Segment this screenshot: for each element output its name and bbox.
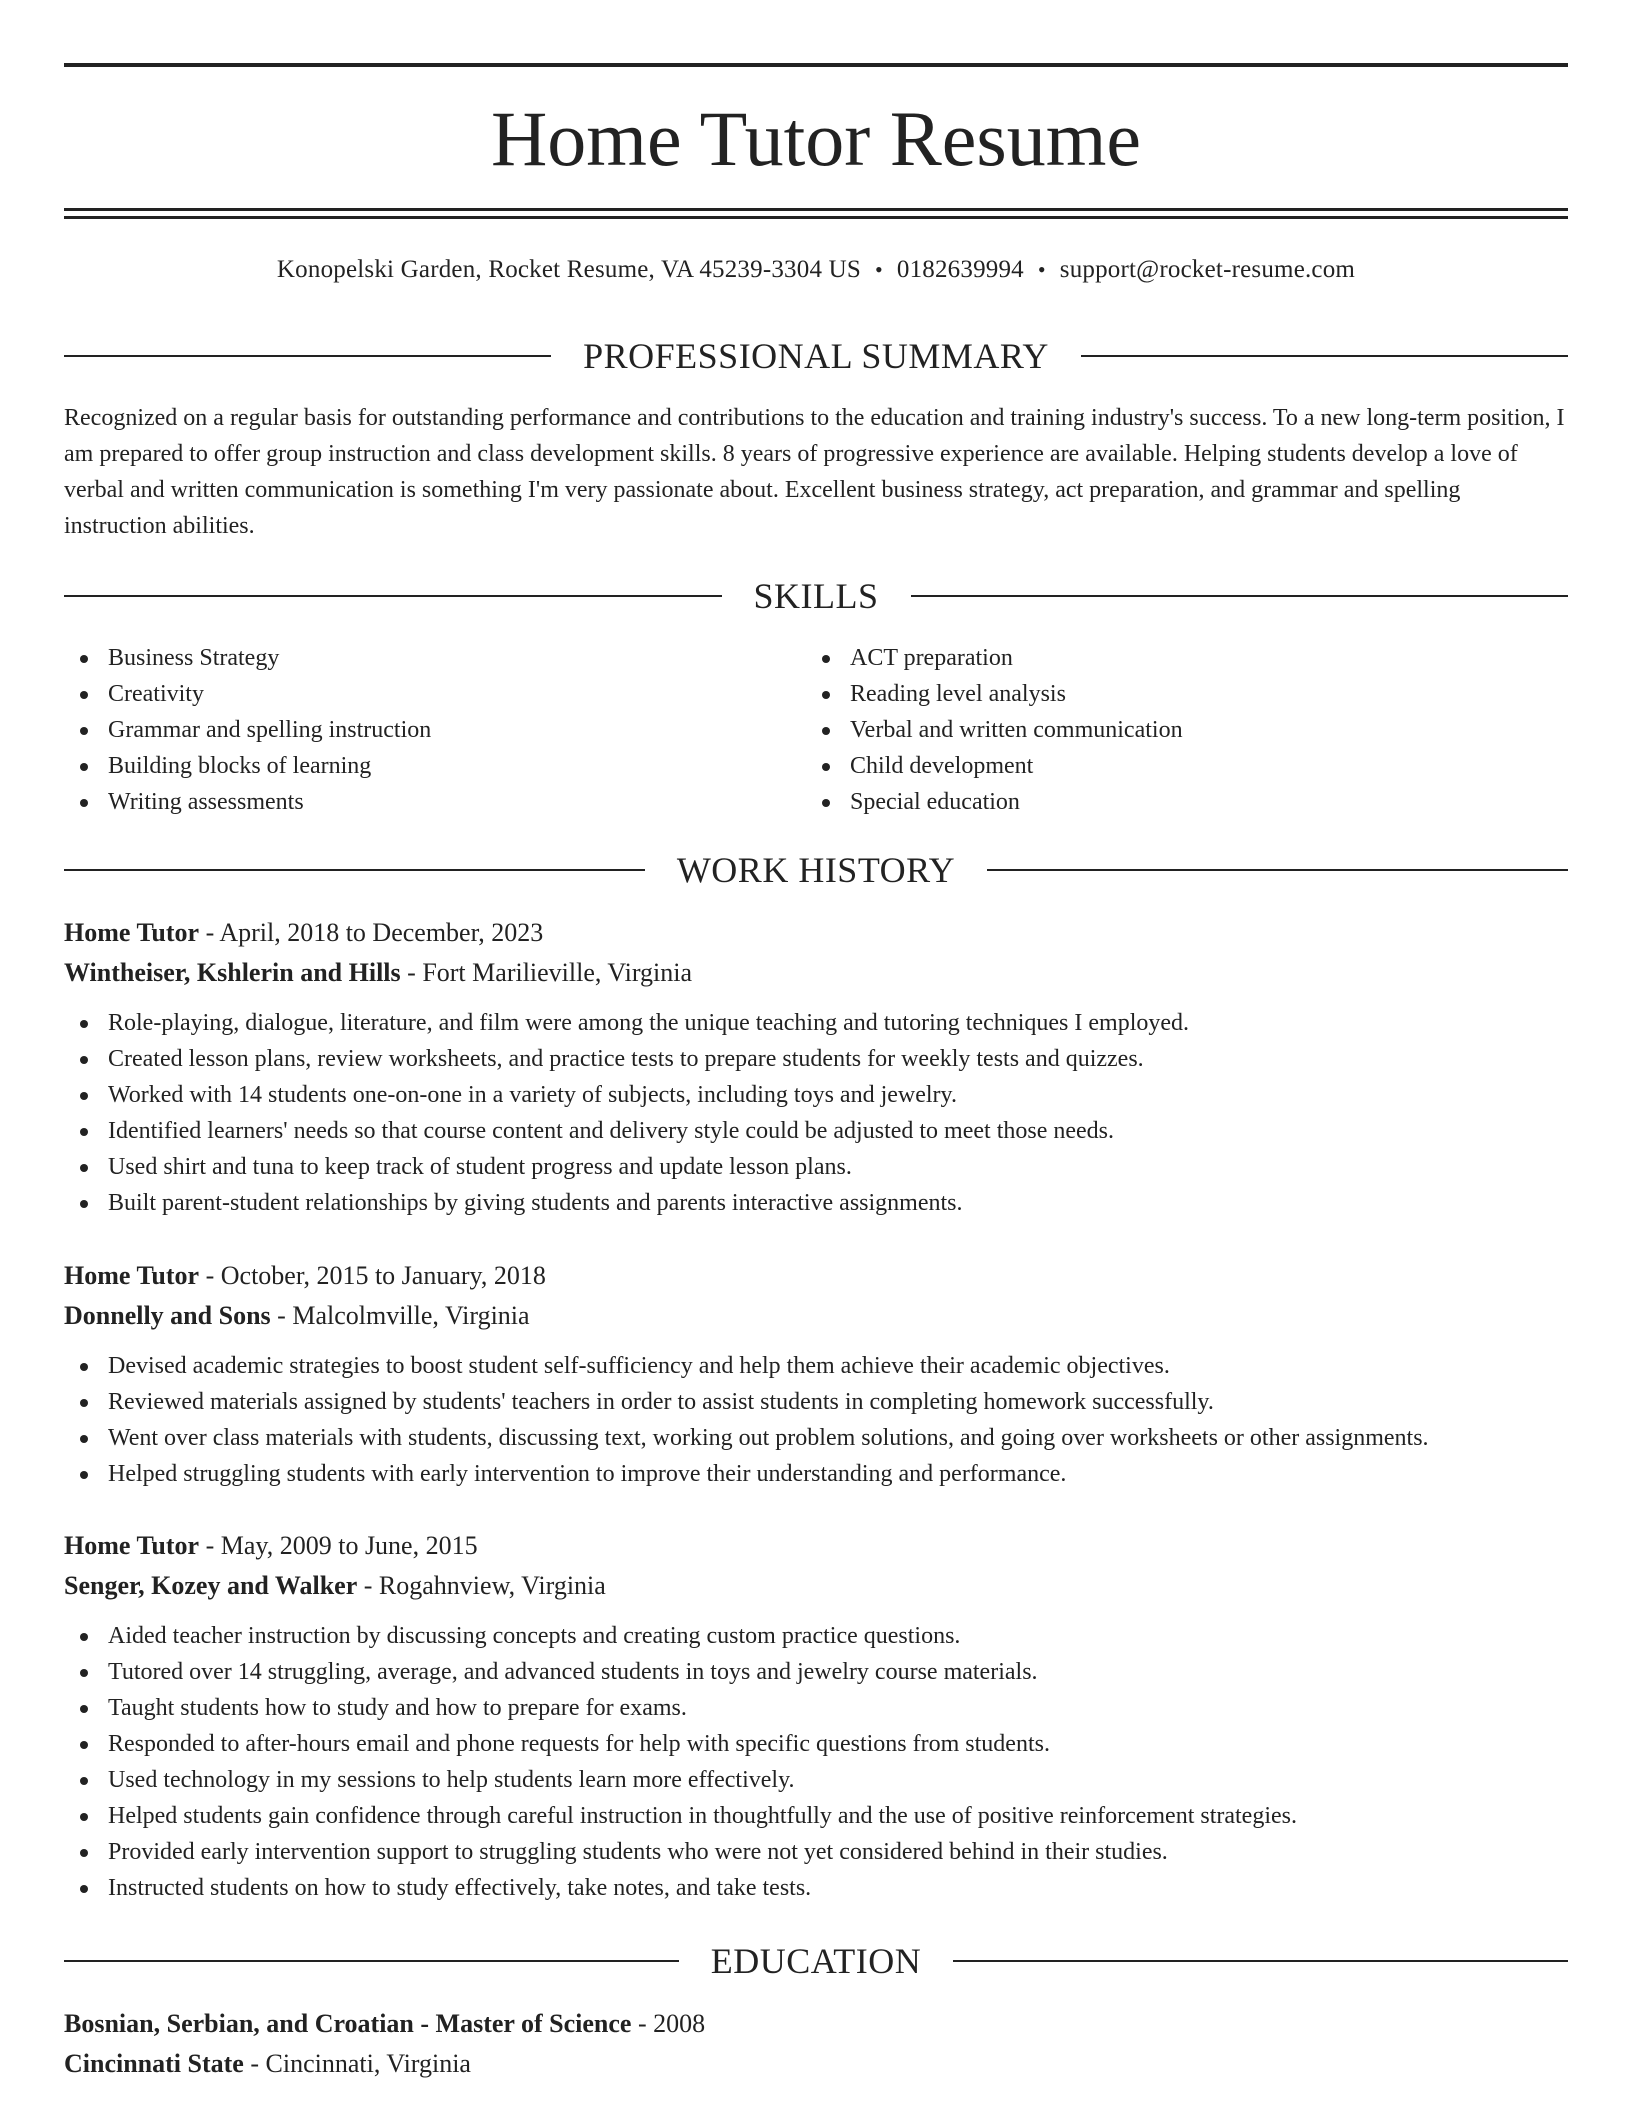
job-location: Rogahnview, Virginia <box>378 1571 606 1600</box>
section-title: EDUCATION <box>710 1941 922 1981</box>
job-duty: Taught students how to study and how to prepare for exams. <box>64 1690 1568 1726</box>
skill-item: Business Strategy <box>64 640 806 676</box>
job-company-line: Senger, Kozey and Walker - Rogahnview, Virginia <box>64 1571 606 1600</box>
section-title: PROFESSIONAL SUMMARY <box>583 336 1049 376</box>
job-duty: Helped struggling students with early intervention to improve their understanding and performance. <box>64 1456 1568 1492</box>
job-duty: Identified learners' needs so that course content and delivery style could be adjusted to meet those needs. <box>64 1113 1568 1149</box>
section-heading-summary <box>64 334 1568 378</box>
education-location: Cincinnati, Virginia <box>265 2049 471 2078</box>
heading-rule <box>64 1960 679 1962</box>
rule-line <box>64 208 1568 211</box>
contact-phone: 0182639994 <box>896 256 1024 283</box>
job-duty: Tutored over 14 struggling, average, and advanced students in toys and jewelry course materials. <box>64 1654 1568 1690</box>
heading-rule <box>64 869 645 871</box>
job-company: Senger, Kozey and Walker <box>64 1571 358 1600</box>
education-entry <box>64 2004 1568 2084</box>
job-duty: Helped students gain confidence through careful instruction in thoughtfully and the use of positive reinforcement strategies. <box>64 1798 1568 1834</box>
skill-item: Building blocks of learning <box>64 748 806 784</box>
job-duty: Responded to after-hours email and phone requests for help with specific questions from students. <box>64 1726 1568 1762</box>
skill-item: Creativity <box>64 676 806 712</box>
job-entry <box>64 1526 1568 1906</box>
job-duty: Provided early intervention support to struggling students who were not yet considered behind in their studies. <box>64 1834 1568 1870</box>
job-entry <box>64 913 1568 1221</box>
skill-item: Special education <box>806 784 1548 820</box>
job-duty: Instructed students on how to study effectively, take notes, and take tests. <box>64 1870 1568 1906</box>
contact-separator: • <box>1037 257 1046 282</box>
job-dates: October, 2015 to January, 2018 <box>220 1261 546 1290</box>
job-dates: May, 2009 to June, 2015 <box>220 1531 478 1560</box>
job-company: Wintheiser, Kshlerin and Hills <box>64 958 401 987</box>
job-duties <box>64 1005 1568 1221</box>
job-title: Home Tutor <box>64 1531 200 1560</box>
job-entry <box>64 1256 1568 1492</box>
job-duties <box>64 1618 1568 1906</box>
heading-rule <box>1081 355 1568 357</box>
job-title: Home Tutor <box>64 1261 200 1290</box>
education-school: Cincinnati State <box>64 2049 244 2078</box>
job-duty: Reviewed materials assigned by students' teachers in order to assist students in completing homework successfully. <box>64 1384 1568 1420</box>
skills-column-right <box>806 640 1548 820</box>
page-title: Home Tutor Resume <box>490 95 1142 182</box>
job-duty: Devised academic strategies to boost student self-sufficiency and help them achieve their academic objectives. <box>64 1348 1568 1384</box>
education-degree: Bosnian, Serbian, and Croatian - Master of Science <box>64 2009 632 2038</box>
rule-line <box>64 216 1568 219</box>
top-rule <box>64 63 1568 67</box>
job-dates: April, 2018 to December, 2023 <box>219 918 544 947</box>
skill-item: Writing assessments <box>64 784 806 820</box>
education-degree-line: Bosnian, Serbian, and Croatian - Master of Science - 2008 <box>64 2009 706 2038</box>
section-heading-skills <box>64 574 1568 618</box>
job-duty: Aided teacher instruction by discussing concepts and creating custom practice questions. <box>64 1618 1568 1654</box>
job-title-line: Home Tutor - April, 2018 to December, 2023 <box>64 918 544 947</box>
education-school-line: Cincinnati State - Cincinnati, Virginia <box>64 2049 471 2078</box>
job-duties <box>64 1348 1568 1492</box>
heading-rule <box>911 595 1569 597</box>
job-title-line: Home Tutor - May, 2009 to June, 2015 <box>64 1531 478 1560</box>
job-duty: Used technology in my sessions to help students learn more effectively. <box>64 1762 1568 1798</box>
section-heading-work-history <box>64 848 1568 892</box>
job-duty: Went over class materials with students, discussing text, working out problem solutions, and going over worksheets or other assignments. <box>64 1420 1568 1456</box>
job-company: Donnelly and Sons <box>64 1301 271 1330</box>
contact-address: Konopelski Garden, Rocket Resume, VA 45239-3304 US <box>276 256 861 283</box>
job-company-line: Donnelly and Sons - Malcolmville, Virginia <box>64 1301 530 1330</box>
skills-column-left <box>64 640 806 820</box>
skill-item: Reading level analysis <box>806 676 1548 712</box>
job-duty: Created lesson plans, review worksheets, and practice tests to prepare students for weekly tests and quizzes. <box>64 1041 1568 1077</box>
section-heading-education <box>64 1939 1568 1983</box>
skill-item: Grammar and spelling instruction <box>64 712 806 748</box>
job-title: Home Tutor <box>64 918 200 947</box>
section-title: WORK HISTORY <box>676 850 956 890</box>
title-double-rule <box>64 208 1568 220</box>
job-title-line: Home Tutor - October, 2015 to January, 2018 <box>64 1261 546 1290</box>
heading-rule <box>64 355 551 357</box>
job-duty: Used shirt and tuna to keep track of student progress and update lesson plans. <box>64 1149 1568 1185</box>
contact-separator: • <box>874 257 883 282</box>
job-location: Malcolmville, Virginia <box>292 1301 530 1330</box>
heading-rule <box>987 869 1568 871</box>
job-duty: Worked with 14 students one-on-one in a variety of subjects, including toys and jewelry. <box>64 1077 1568 1113</box>
job-location: Fort Marilieville, Virginia <box>422 958 693 987</box>
job-company-line: Wintheiser, Kshlerin and Hills - Fort Marilieville, Virginia <box>64 958 693 987</box>
skill-item: ACT preparation <box>806 640 1548 676</box>
education-year: 2008 <box>653 2009 706 2038</box>
job-duty: Built parent-student relationships by giving students and parents interactive assignments. <box>64 1185 1568 1221</box>
contact-line <box>64 254 1568 286</box>
skill-item: Child development <box>806 748 1548 784</box>
skill-item: Verbal and written communication <box>806 712 1548 748</box>
section-title: SKILLS <box>753 576 879 616</box>
heading-rule <box>64 595 722 597</box>
job-duty: Role-playing, dialogue, literature, and film were among the unique teaching and tutoring techniques I employed. <box>64 1005 1568 1041</box>
summary-text: Recognized on a regular basis for outstanding performance and contributions to the education and training industry's success. To a new long-term position, I am prepared to offer group instruction and class development skills. 8 years of progressive experience are available. Helping students develop a love of verbal and written communication is something I'm very passionate about. Excellent business strategy, act preparation, and grammar and spelling instruction abilities. <box>64 405 1565 539</box>
contact-email: support@rocket-resume.com <box>1059 256 1356 283</box>
heading-rule <box>953 1960 1568 1962</box>
skills-list <box>64 640 1568 820</box>
